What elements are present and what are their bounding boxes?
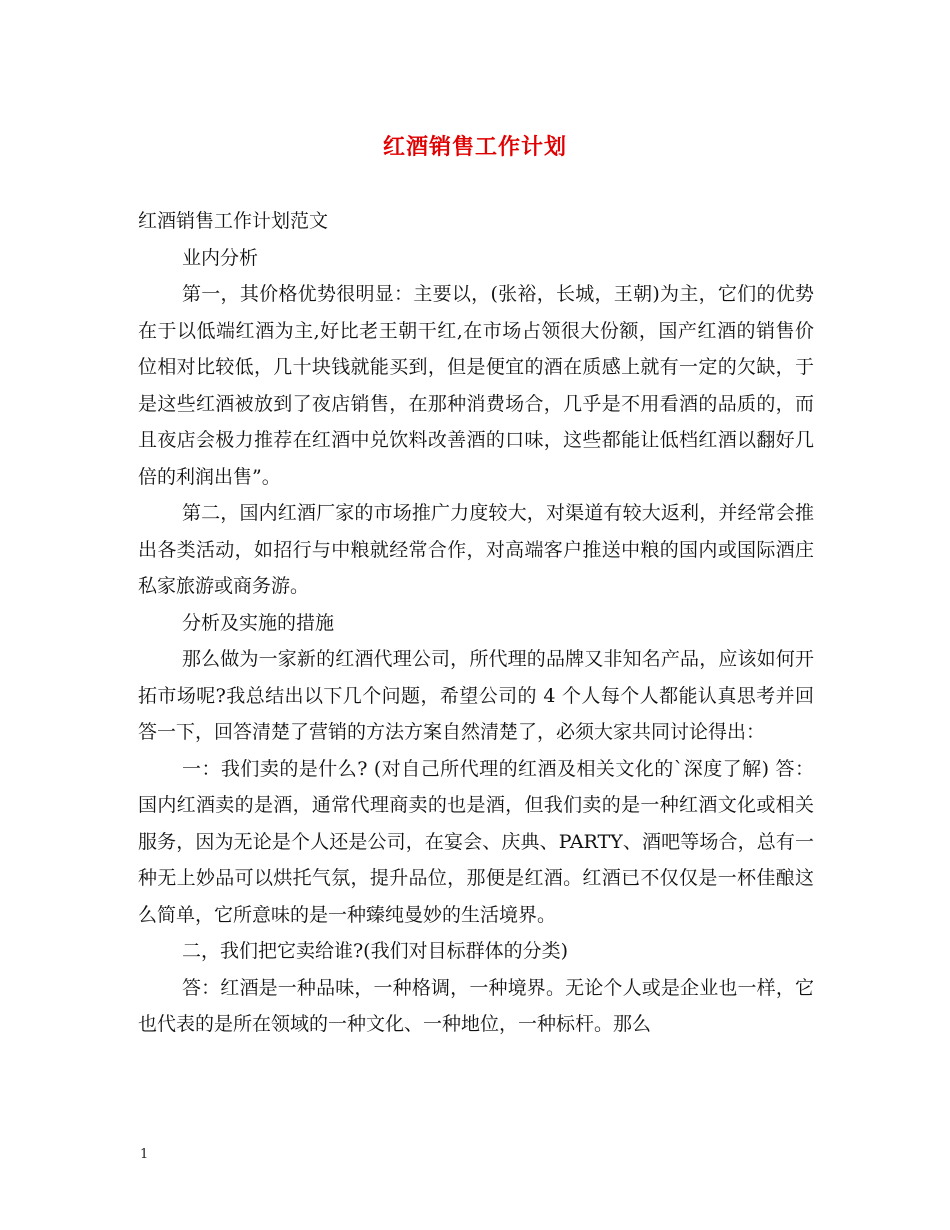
document-body <box>138 203 814 1043</box>
section-heading-measures: 分析及实施的措施 <box>182 611 335 634</box>
page-number: 1 <box>140 1147 149 1162</box>
document-title: 红酒销售工作计划 <box>382 134 567 160</box>
paragraph-new-agency: 那么做为一家新的红酒代理公司，所代理的品牌又非知名产品，应该如何开拓市场呢?我总结出以下几个问题，希望公司的 4 个人每个人都能认真思考并回答一下，回答清楚了营销的方法方案自然清楚了，必须大家共同讨论得出： <box>138 648 814 743</box>
paragraph-answer-two: 答：红酒是一种品味，一种格调，一种境界。无论个人或是企业也一样，它也代表的是所在领域的一种文化、一种地位，一种标杆。那么 <box>138 976 814 1035</box>
document-subtitle: 红酒销售工作计划范文 <box>138 210 329 232</box>
paragraph-price-advantage: 第一，其价格优势很明显：主要以，(张裕，长城，王朝)为主，它们的优势在于以低端红酒为主,好比老王朝干红,在市场占领很大份额，国产红酒的销售价位相对比较低，几十块钱就能买到，但是便宜的酒在质感上就有一定的欠缺，于是这些红酒被放到了夜店销售，在那种消费场合，几乎是不用看酒的品质的，而且夜店会极力推荐在红酒中兑饮料改善酒的口味，这些都能让低档红酒以翻好几倍的利润出售”。 <box>138 283 814 488</box>
paragraph-question-one: 一：我们卖的是什么? (对自己所代理的红酒及相关文化的`深度了解) 答：国内红酒卖的是酒，通常代理商卖的也是酒，但我们卖的是一种红酒文化或相关服务，因为无论是个人还是公司，在宴会、庆典、PARTY、酒吧等场合，总有一种无上妙品可以烘托气氛，提升品位，那便是红酒。红酒已不仅仅是一杯佳酿这么简单，它所意味的是一种臻纯曼妙的生活境界。 <box>138 757 814 926</box>
section-heading-industry-analysis: 业内分析 <box>182 246 259 269</box>
paragraph-question-two: 二，我们把它卖给谁?(我们对目标群体的分类) <box>182 940 569 962</box>
paragraph-market-promotion: 第二，国内红酒厂家的市场推广力度较大，对渠道有较大返利，并经常会推出各类活动，如招行与中粮就经常合作，对高端客户推送中粮的国内或国际酒庄私家旅游或商务游。 <box>138 502 814 597</box>
